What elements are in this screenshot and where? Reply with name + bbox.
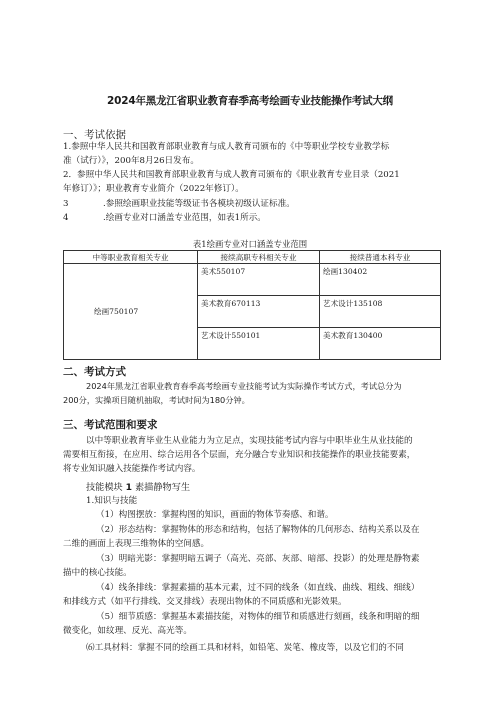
document-title: 2024年黑龙江省职业教育春季高考绘画专业技能操作考试大纲 bbox=[107, 95, 393, 107]
table-cell: 美术550107 bbox=[198, 264, 320, 296]
paragraph-line: （4）线条排线：掌握素描的基本元素，过不同的线条（如直线、曲线、粗线、细线） bbox=[96, 583, 420, 593]
paragraph-line: 微变化，如纹理、反光、高光等。 bbox=[63, 626, 192, 636]
table-cell: 美术教育130400 bbox=[320, 328, 441, 360]
list-number: 3 bbox=[63, 199, 69, 209]
module-title: 素描静物写生 bbox=[135, 482, 191, 493]
list-number: 4 bbox=[63, 213, 69, 223]
section-heading-scope: 三、考试范围和要求 bbox=[63, 419, 158, 431]
paragraph-line: （5）细节质感：掌握基本素描技能，对物体的细节和质感进行刻画，线条和明暗的细 bbox=[96, 612, 420, 622]
paragraph-line: 2．参照中华人民共和国教育部职业教育与成人教育司颁布的《职业教育专业目录（2021 bbox=[63, 170, 400, 180]
paragraph-line: 准（试行）》，200年8月26日发布。 bbox=[63, 156, 199, 166]
section-heading-method: 二、考试方式 bbox=[63, 366, 126, 378]
major-scope-table bbox=[63, 250, 441, 360]
table-cell-secondary-major: 绘画750107 bbox=[64, 264, 198, 360]
paragraph-line: 1.参照中华人民共和国教育部职业教育与成人教育司颁布的《中等职业学校专业教学标 bbox=[63, 142, 390, 152]
table-caption: 表1绘画专业对口涵盖专业范围 bbox=[192, 239, 308, 249]
paragraph-line: .绘画专业对口涵盖专业范围，如表1所示。 bbox=[103, 213, 266, 223]
paragraph-line: 描中的核心技能。 bbox=[63, 568, 132, 578]
sub-heading: 1.知识与技能 bbox=[86, 496, 138, 506]
paragraph-line: 200分，实操项目随机抽取，考试时间为180分钟。 bbox=[63, 395, 250, 405]
paragraph-line: 2024年黑龙江省职业教育春季高考绘画专业技能考试为实际操作考试方式，考试总分为 bbox=[86, 381, 402, 391]
paragraph-line: 以中等职业教育毕业生从业能力为立足点，实现技能考试内容与中职毕业生从业技能的 bbox=[86, 436, 413, 446]
module-prefix: 技能模块 bbox=[86, 482, 123, 493]
paragraph-line: （2）形态结构：掌握物体的形态和结构，包括了解物体的几何形态、结构关系以及在 bbox=[96, 525, 420, 535]
table-cell: 美术教育670113 bbox=[198, 296, 320, 328]
module-number: 1 bbox=[125, 482, 133, 493]
paragraph-line: .参照绘画职业技能等级证书各模块初级认证标准。 bbox=[103, 199, 295, 209]
paragraph-line: 需要相互衔接，在应用、综合运用各个层面，充分融合专业知识和技能操作的职业技能要素， bbox=[63, 450, 416, 460]
table-header-row bbox=[64, 251, 441, 264]
paragraph-line: （1）构图摆放：掌握构图的知识，画面的物体节奏感、和谐。 bbox=[96, 510, 334, 520]
table-header-cell: 接续高职专科相关专业 bbox=[198, 251, 320, 264]
table-header-cell: 接续普通本科专业 bbox=[320, 251, 441, 264]
paragraph-line: ⑹工具材料：掌握不同的绘画工具和材料，如铅笔、炭笔、橡皮等，以及它们的不同 bbox=[86, 643, 404, 653]
table-cell: 艺术设计550101 bbox=[198, 328, 320, 360]
paragraph-line: 将专业知识融入技能操作考试内容。 bbox=[63, 464, 201, 474]
paragraph-line: 二维的画面上表现三维物体的空间感。 bbox=[63, 539, 210, 549]
table-header-cell: 中等职业教育相关专业 bbox=[64, 251, 198, 264]
module-heading bbox=[86, 479, 190, 493]
table-cell: 绘画130402 bbox=[320, 264, 441, 296]
table-cell: 艺术设计135108 bbox=[320, 296, 441, 328]
paragraph-line: 年修订）》；职业教育专业简介（2022年修订）。 bbox=[63, 184, 244, 194]
section-heading-basis: 一、考试依据 bbox=[63, 129, 126, 141]
table-row bbox=[64, 264, 441, 296]
paragraph-line: 和排线方式（如平行排线、交叉排线）表现出物体的不同质感和光影效果。 bbox=[63, 597, 347, 607]
paragraph-line: （3）明暗光影：掌握明暗五调子（高光、亮部、灰部、暗部、投影）的处理是静物素 bbox=[96, 554, 420, 564]
